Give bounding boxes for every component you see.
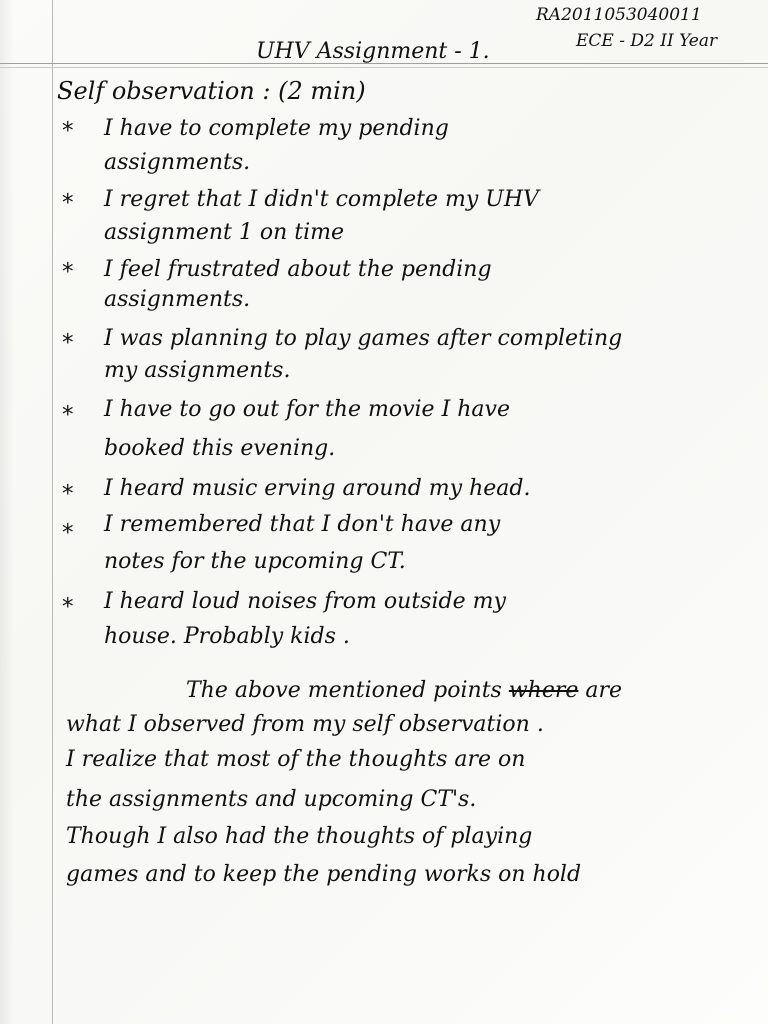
paragraph-line-4: the assignments and upcoming CT's. [66,787,477,812]
section-heading: Self observation : (2 min) [57,77,366,105]
paragraph-line-3: I realize that most of the thoughts are on [66,747,526,772]
item-1-line-1: I have to complete my pending [104,116,449,141]
page-edge-shadow [0,0,14,1024]
header-rule-secondary [0,67,768,68]
item-4-line-1: I was planning to play games after completing [104,326,623,351]
paragraph-line-1 [186,678,622,703]
item-5-line-1: I have to go out for the movie I have [104,397,510,422]
item-8-line-2: house. Probably kids . [104,624,350,649]
item-2-line-1: I regret that I didn't complete my UHV [104,187,539,212]
item-4-line-2: my assignments. [104,358,291,383]
bullet-marker: * [62,190,74,216]
item-2-line-2: assignment 1 on time [104,220,345,245]
bullet-marker: * [62,481,74,507]
bullet-marker: * [62,330,74,356]
student-id: RA2011053040011 [536,5,702,25]
paragraph-line-1-start: The above mentioned points [186,678,509,703]
bullet-marker: * [62,402,74,428]
struck-word: where [508,678,579,703]
item-7-line-1: I remembered that I don't have any [104,512,501,537]
bullet-marker: * [62,118,74,144]
item-6-line-1: I heard music erving around my head. [104,476,531,501]
assignment-title: UHV Assignment - 1. [256,39,490,64]
class-year: ECE - D2 II Year [576,31,718,51]
paragraph-line-6: games and to keep the pending works on hold [66,862,582,887]
item-8-line-1: I heard loud noises from outside my [104,589,506,614]
item-5-line-2: booked this evening. [104,436,336,461]
item-3-line-1: I feel frustrated about the pending [104,257,492,282]
paragraph-line-2: what I observed from my self observation . [66,712,544,737]
bullet-marker: * [62,594,74,620]
bullet-marker: * [62,520,74,546]
margin-line [52,0,53,1024]
item-1-line-2: assignments. [104,150,251,175]
item-3-line-2: assignments. [104,287,251,312]
paragraph-line-1-end: are [578,678,623,703]
paragraph-line-5: Though I also had the thoughts of playing [66,824,533,849]
item-7-line-2: notes for the upcoming CT. [104,549,406,574]
bullet-marker: * [62,259,74,285]
